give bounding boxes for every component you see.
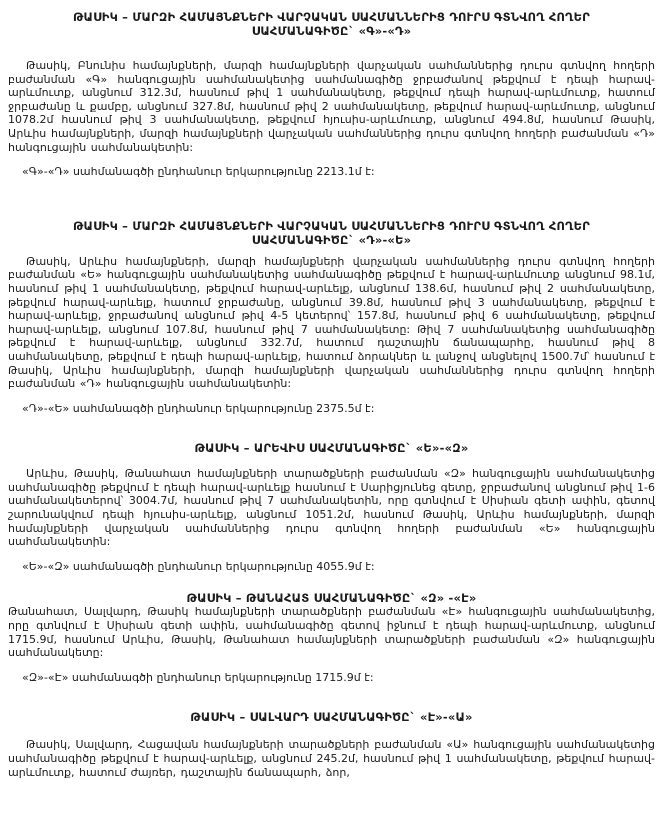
section-total-length: «Զ»-«Է» սահմանագծի ընդհանուր երկարությունը 1715.9մ է: [22, 670, 374, 684]
section-heading-line1: ԹԱՍԻԿ – ԹԱՆԱՀԱՏ ՍԱՀՄԱՆԱԳԻԾԸ` «Զ» -«Է» [186, 591, 477, 606]
section-body: Թանահատ, Սալվարդ, Թասիկ համայնքների տարածքների բաժանման «Է» հանգուցային սահմանակետից, որը գտնվում է Սիսիան գետի ափին, սահմանագիծը գետով իջնում է դեպի հարավ-արևմուտք, անցնում 1715.9մ, հասնում Արևիս, Թասիկ, Թանահատ համայնքների տարածքների բաժանման «Զ» հանգուցային սահմանակետը: [8, 605, 655, 660]
section-heading-line1: ԹԱՍԻԿ – ՄԱՐԶԻ ՀԱՄԱՅՆՔՆԵՐԻ ՎԱՐՉԱԿԱՆ ՍԱՀՄԱՆՆԵՐԻՑ ԴՈՒՐՍ ԳՏՆՎՈՂ ՀՈՂԵՐ [72, 10, 591, 24]
section-total-length: «Դ»-«Ե» սահմանագծի ընդհանուր երկարությունը 2375.5մ է: [22, 401, 375, 415]
section-heading [8, 591, 655, 605]
section-heading-line1: ԹԱՍԻԿ – ՄԱՐԶԻ ՀԱՄԱՅՆՔՆԵՐԻ ՎԱՐՉԱԿԱՆ ՍԱՀՄԱՆՆԵՐԻՑ ԴՈՒՐՍ ԳՏՆՎՈՂ ՀՈՂԵՐ [72, 218, 591, 233]
section-body: Թասիկ, Արևիս համայնքների, մարզի համայնքների վարչական սահմաններից դուրս գտնվող հողերի բաժանման «Ե» հանգուցային սահմանակետից սահմանագիծը թեքվում է հարավ-արևմուտք անցնում 98.1մ, հասնում թիվ 1 սահմանակետը, թեքվում հարավ-արևելք, անցնում 138.6մ, հասնում թիվ 2 սահմանակետը, թեքվում հարավ-արևելք, հատում ջրբաժանը, անցնում 39.8մ, հասնում թիվ 3 սահմանակետը, թեքվում է հարավ-արևելք, ջրբաժանով անցնում թիվ 4-5 կետերով՝ 157.8մ, հասնում թիվ 6 սահմանակետը, թեքվում հարավ-արևելք, անցնում 107.8մ, հասնում թիվ 7 սահմանակետը: Թիվ 7 սահմանակետից սահմանագիծը թեքվում է հարավ-արևելք, անցնում 332.7մ, հատում դաշտային ճանապարհը, հասնում թիվ 8 սահմանակետը, թեքվում է դեպի հարավ-արևելք, հատում ձորակներ և լանջով անցնելով 1500.7մ՝ հասնում է Թասիկ, Արևիս համայնքների, մարզի համայնքների վարչական սահմաններից դուրս գտնվող հողերի բաժանման «Դ» հանգուցային սահմանակետին: [8, 254, 655, 391]
section-boundary-d-e [8, 219, 655, 416]
section-body: Արևիս, Թասիկ, Թանահատ համայնքների տարածքների բաժանման «Զ» հանգուցային սահմանակետից սահմանագիծը թեքվում է դեպի հարավ-արևելք հասնում է Սարիցյունեց գետը, ջրբաժանով անցնում թիվ 1-6 սահմանակետերով՝ 3004.7մ, հասնում թիվ 7 սահմանակետին, որը գտնվում է Սիսիան գետի ափին, գետով շարունակվում դեպի հյուսիս-արևելք, անցնում 1051.2մ, հասնում Թասիկ, Արևիս համայնքների, մարզի համայնքների վարչական սահմաններից դուրս գտնվող հողերի բաժանման «Ե» հանգուցային սահմանակետին: [8, 467, 655, 549]
section-heading-line2: ՍԱՀՄԱՆԱԳԻԾԸ` «Գ»-«Դ» [251, 24, 412, 38]
section-boundary-z-e7 [8, 591, 655, 684]
section-boundary-g-d [8, 10, 655, 179]
section-total-length: «Ե»-«Զ» սահմանագծի ընդհանուր երկարությունը 4055.9մ է: [22, 559, 375, 573]
section-boundary-e-z [8, 441, 655, 573]
section-heading-line1: ԹԱՍԻԿ – ԱՐԵՎԻՍ ՍԱՀՄԱՆԱԳԻԾԸ` «Ե»-«Զ» [194, 441, 469, 456]
section-body: Թասիկ, Սալվարդ, Հացավան համայնքների տարածքների բաժանման «Ա» հանգուցային սահմանակետից սահմանագիծը թեքվում է հարավ-արևելք, անցնում 245.2մ, հասնում թիվ 1 սահմանակետը, թեքվում հարավ-արևմուտք, հատում ժայռեր, դաշտային ճանապարհ, ձոր, [8, 738, 655, 779]
section-body: Թասիկ, Բնունիս համայնքների, մարզի համայնքների վարչական սահմաններից դուրս գտնվող հողերի բաժանման «Գ» հանգուցային սահմանակետից սահմանագիծը ջրբաժանով թեքվում է դեպի հարավ-արևմուտք, անցնում 312.3մ, հասնում թիվ 1 սահմանակետը, թեքվում դեպի հարավ-արևմուտք, հատում ջրբաժանը և քամբը, անցնում 327.8մ, հասնում թիվ 2 սահմանակետը, թեքվում հարավ-արևմուտք, անցնում 1078.2մ հասնում թիվ 3 սահմանակետը, թեքվում հյուսիս-արևմուտք, անցնում 494.8մ, հասնում Թասիկ, Արևիս համայնքների, մարզի համայնքների վարչական սահմաններից դուրս գտնվող հողերի բաժանման «Դ» հանգուցային սահմանակետին: [8, 59, 655, 154]
section-total-length: «Գ»-«Դ» սահմանագծի ընդհանուր երկարությունը 2213.1մ է: [22, 165, 375, 179]
section-heading [8, 441, 655, 455]
section-boundary-e7-a [8, 710, 655, 779]
section-heading [8, 710, 655, 724]
section-heading [8, 219, 655, 247]
section-heading-line1: ԹԱՍԻԿ – ՍԱԼՎԱՐԴ ՍԱՀՄԱՆԱԳԻԾԸ` «Է»-«Ա» [190, 710, 473, 725]
section-heading-line2: ՍԱՀՄԱՆԱԳԻԾԸ` «Դ»-«Ե» [251, 232, 412, 247]
section-heading [8, 10, 655, 38]
